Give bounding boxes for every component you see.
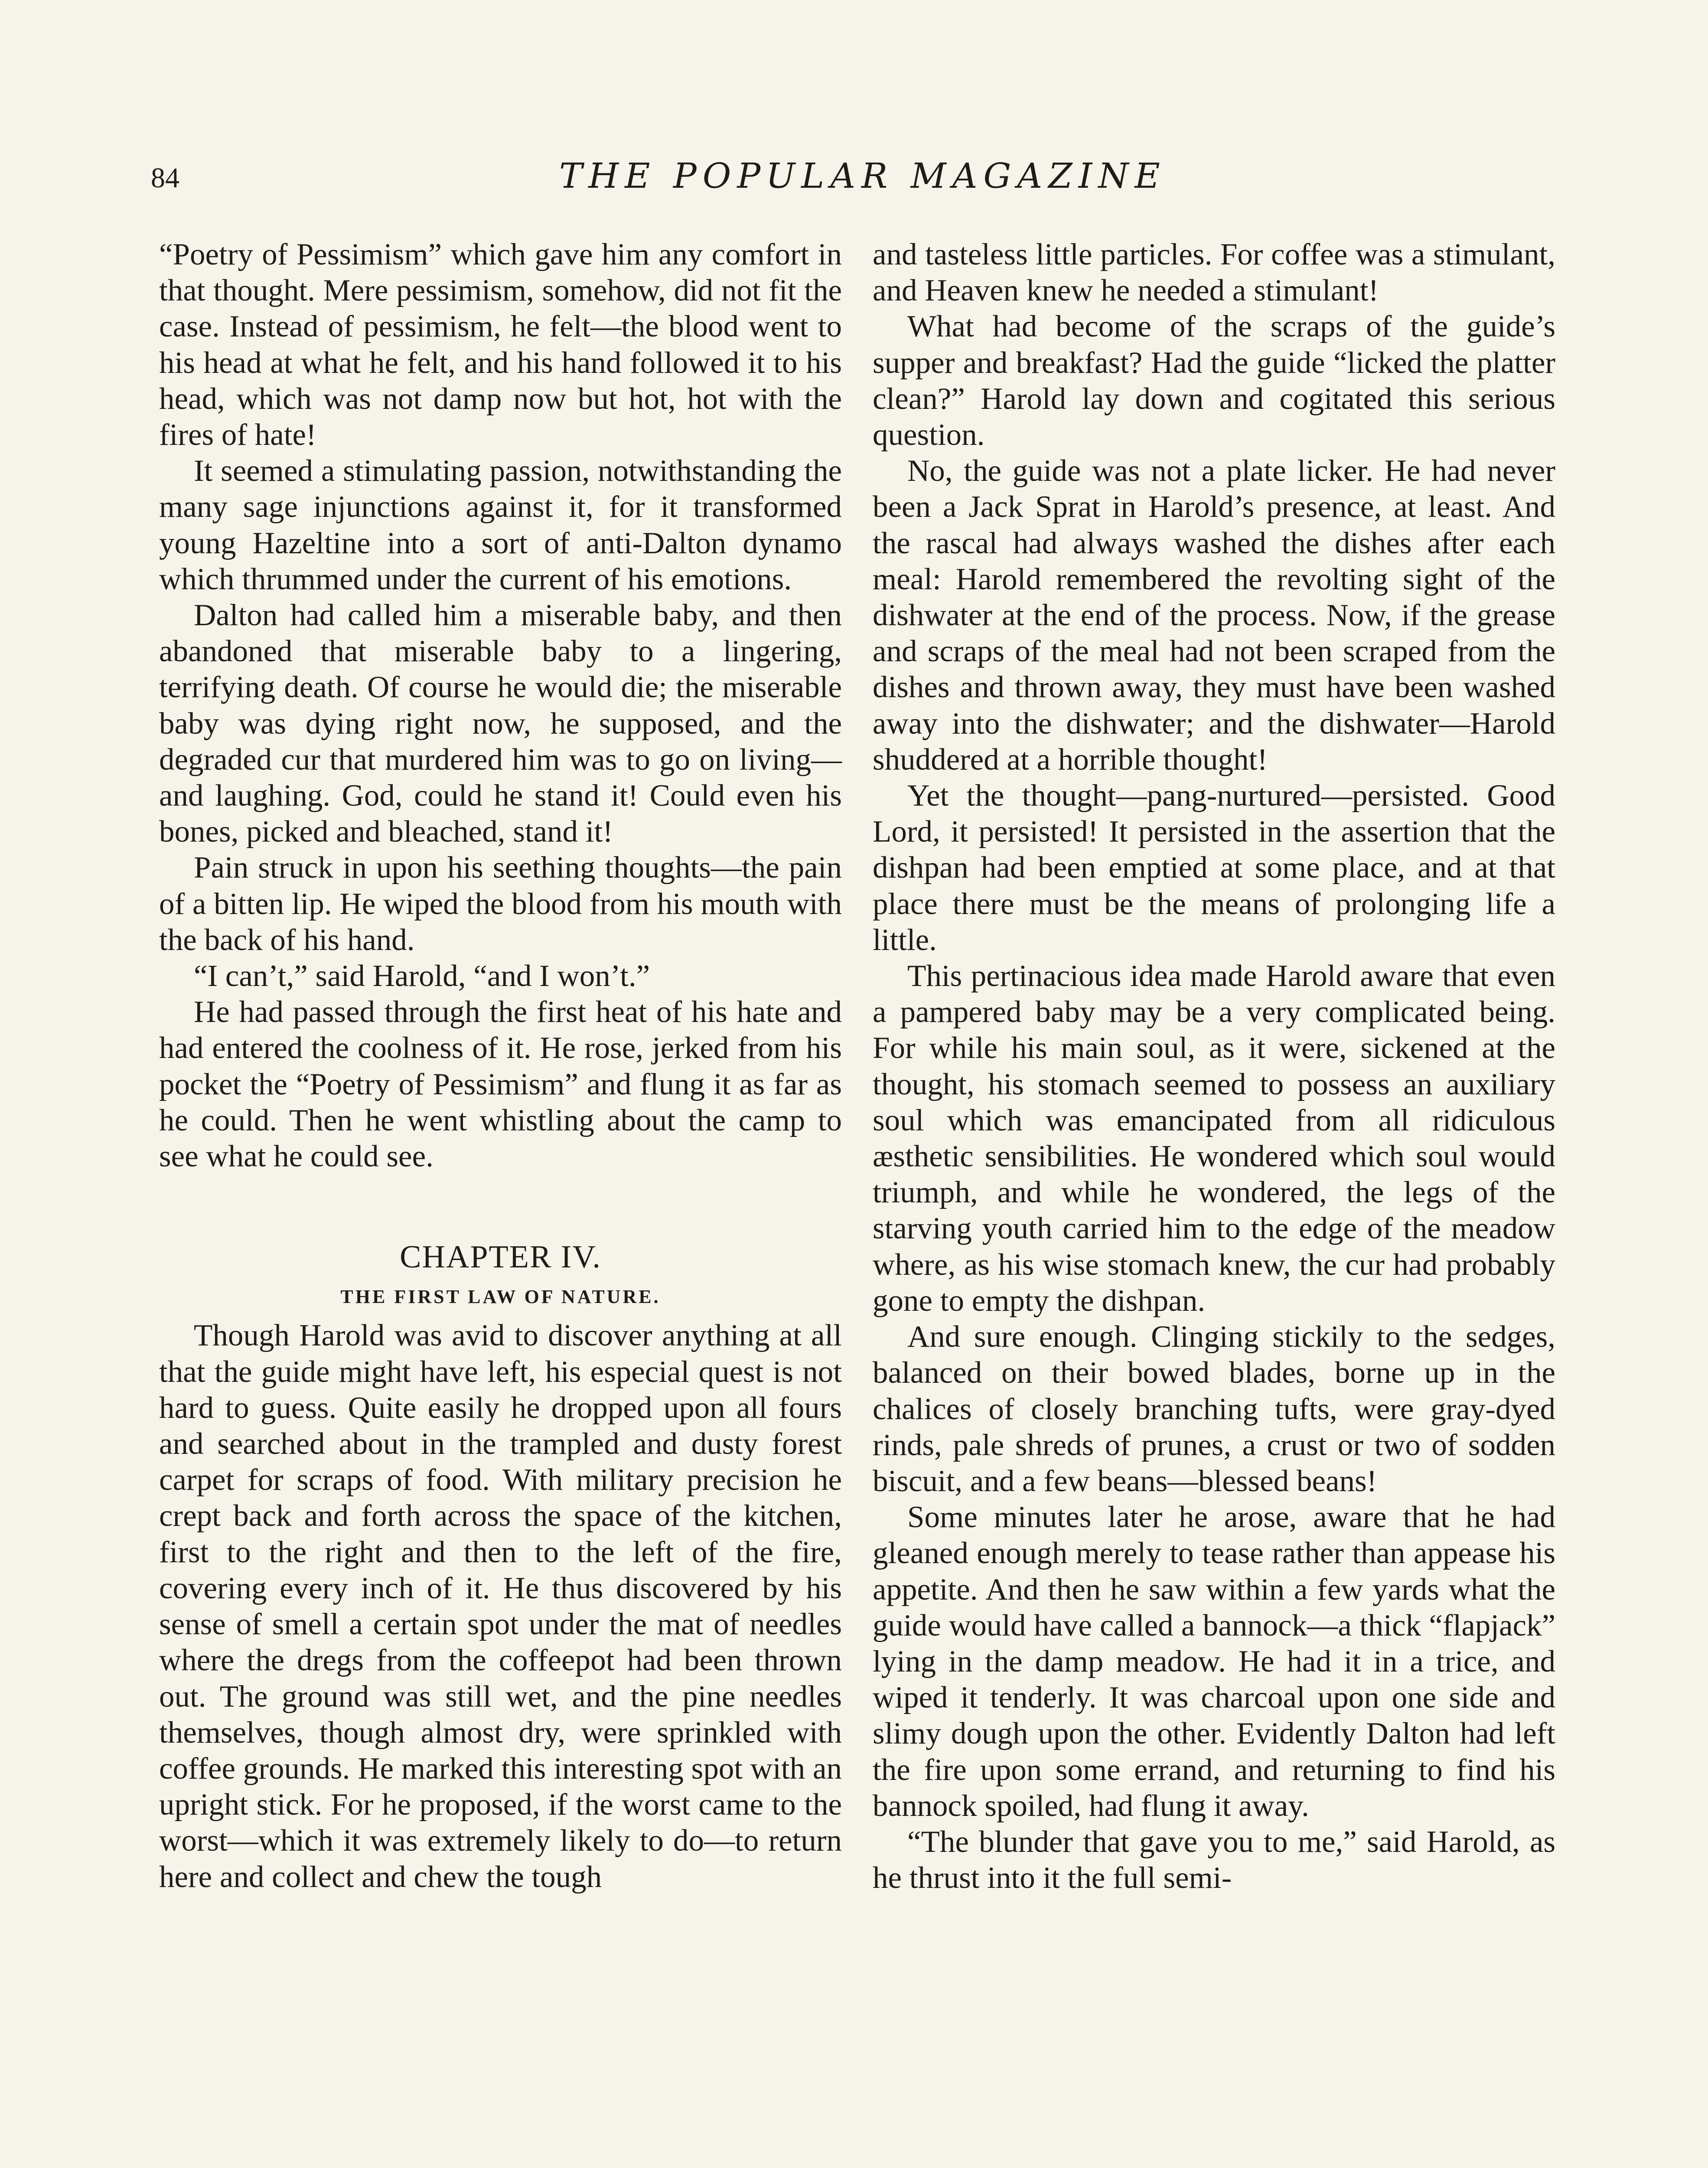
paragraph: and tasteless little particles. For coffee was a stimulant, and Heaven knew he needed a stimulant!	[873, 238, 1555, 308]
running-head: THE POPULAR MAGAZINE	[559, 156, 1166, 196]
paragraph: Though Harold was avid to discover anything at all that the guide might have left, his especial quest is not hard to guess. Quite easily he dropped upon all fours and searched about in the trampled and dusty forest carpet for scraps of food. With military precision he crept back and forth across the space of the kitchen, first to the right and then to the left of the fire, covering every inch of it. He thus discovered by his sense of smell a certain spot under the mat of needles where the dregs from the coffeepot had been thrown out. The ground was still wet, and the pine needles themselves, though almost dry, were sprinkled with coffee grounds. He marked this interesting spot with an upright stick. For he proposed, if the worst came to the worst—which it was extremely likely to do—to return here and collect and chew the tough	[159, 1319, 842, 1894]
paragraph: Yet the thought—pang-nurtured—persisted. Good Lord, it persisted! It persisted in the assertion that the dishpan had been emptied at some place, and at that place there must be the means of prolonging life a little.	[873, 779, 1555, 957]
right-column	[873, 237, 1555, 1896]
left-column	[159, 237, 842, 1895]
paragraph: No, the guide was not a plate licker. He had never been a Jack Sprat in Harold’s presence, at least. And the rascal had always washed the dishes after each meal: Harold remembered the revolting sight of the dishwater at the end of the process. Now, if the grease and scraps of the meal had not been scraped from the dishes and thrown away, they must have been washed away into the dishwater; and the dishwater—Harold shuddered at a horrible thought!	[873, 454, 1555, 777]
page-number: 84	[151, 162, 179, 194]
chapter-subtitle: THE FIRST LAW OF NATURE.	[340, 1286, 661, 1307]
paragraph: What had become of the scraps of the guide’s supper and breakfast? Had the guide “licked the platter clean?” Harold lay down and cogitated this serious question.	[873, 310, 1555, 452]
paragraph: “Poetry of Pessimism” which gave him any comfort in that thought. Mere pessimism, somehow, did not fit the case. Instead of pessimism, he felt—the blood went to his head at what he felt, and his hand followed it to his head, which was not damp now but hot, hot with the fires of hate!	[159, 238, 842, 452]
paragraph: “The blunder that gave you to me,” said Harold, as he thrust into it the full semi-	[873, 1825, 1555, 1895]
chapter-title: CHAPTER IV.	[400, 1239, 601, 1275]
paragraph: And sure enough. Clinging stickily to the sedges, balanced on their bowed blades, borne up in the chalices of closely branching tufts, were gray-dyed rinds, pale shreds of prunes, a crust or two of sodden biscuit, and a few beans—blessed beans!	[873, 1320, 1555, 1498]
paragraph: Dalton had called him a miserable baby, and then abandoned that miserable baby to a lingering, terrifying death. Of course he would die; the miserable baby was dying right now, he supposed, and the degraded cur that murdered him was to go on living—and laughing. God, could he stand it! Could even his bones, picked and bleached, stand it!	[159, 598, 842, 849]
paragraph: “I can’t,” said Harold, “and I won’t.”	[194, 959, 650, 993]
paragraph: Pain struck in upon his seething thoughts—the pain of a bitten lip. He wiped the blood from his mouth with the back of his hand.	[159, 851, 842, 957]
paragraph: It seemed a stimulating passion, notwithstanding the many sage injunctions against it, for it transformed young Hazeltine into a sort of anti-Dalton dynamo which thrummed under the current of his emotions.	[159, 454, 842, 596]
paragraph: Some minutes later he arose, aware that he had gleaned enough merely to tease rather than appease his appetite. And then he saw within a few yards what the guide would have called a bannock—a thick “flapjack” lying in the damp meadow. He had it in a trice, and wiped it tenderly. It was charcoal upon one side and slimy dough upon the other. Evidently Dalton had left the fire upon some errand, and returning to find his bannock spoiled, had flung it away.	[873, 1500, 1555, 1823]
paragraph: He had passed through the first heat of his hate and had entered the coolness of it. He rose, jerked from his pocket the “Poetry of Pessimism” and flung it as far as he could. Then he went whistling about the camp to see what he could see.	[159, 995, 842, 1174]
paragraph: This pertinacious idea made Harold aware that even a pampered baby may be a very complicated being. For while his main soul, as it were, sickened at the thought, his stomach seemed to possess an auxiliary soul which was emancipated from all ridiculous æsthetic sensibilities. He wondered which soul would triumph, and while he wondered, the legs of the starving youth carried him to the edge of the meadow where, as his wise stomach knew, the cur had probably gone to empty the dishpan.	[873, 959, 1555, 1318]
